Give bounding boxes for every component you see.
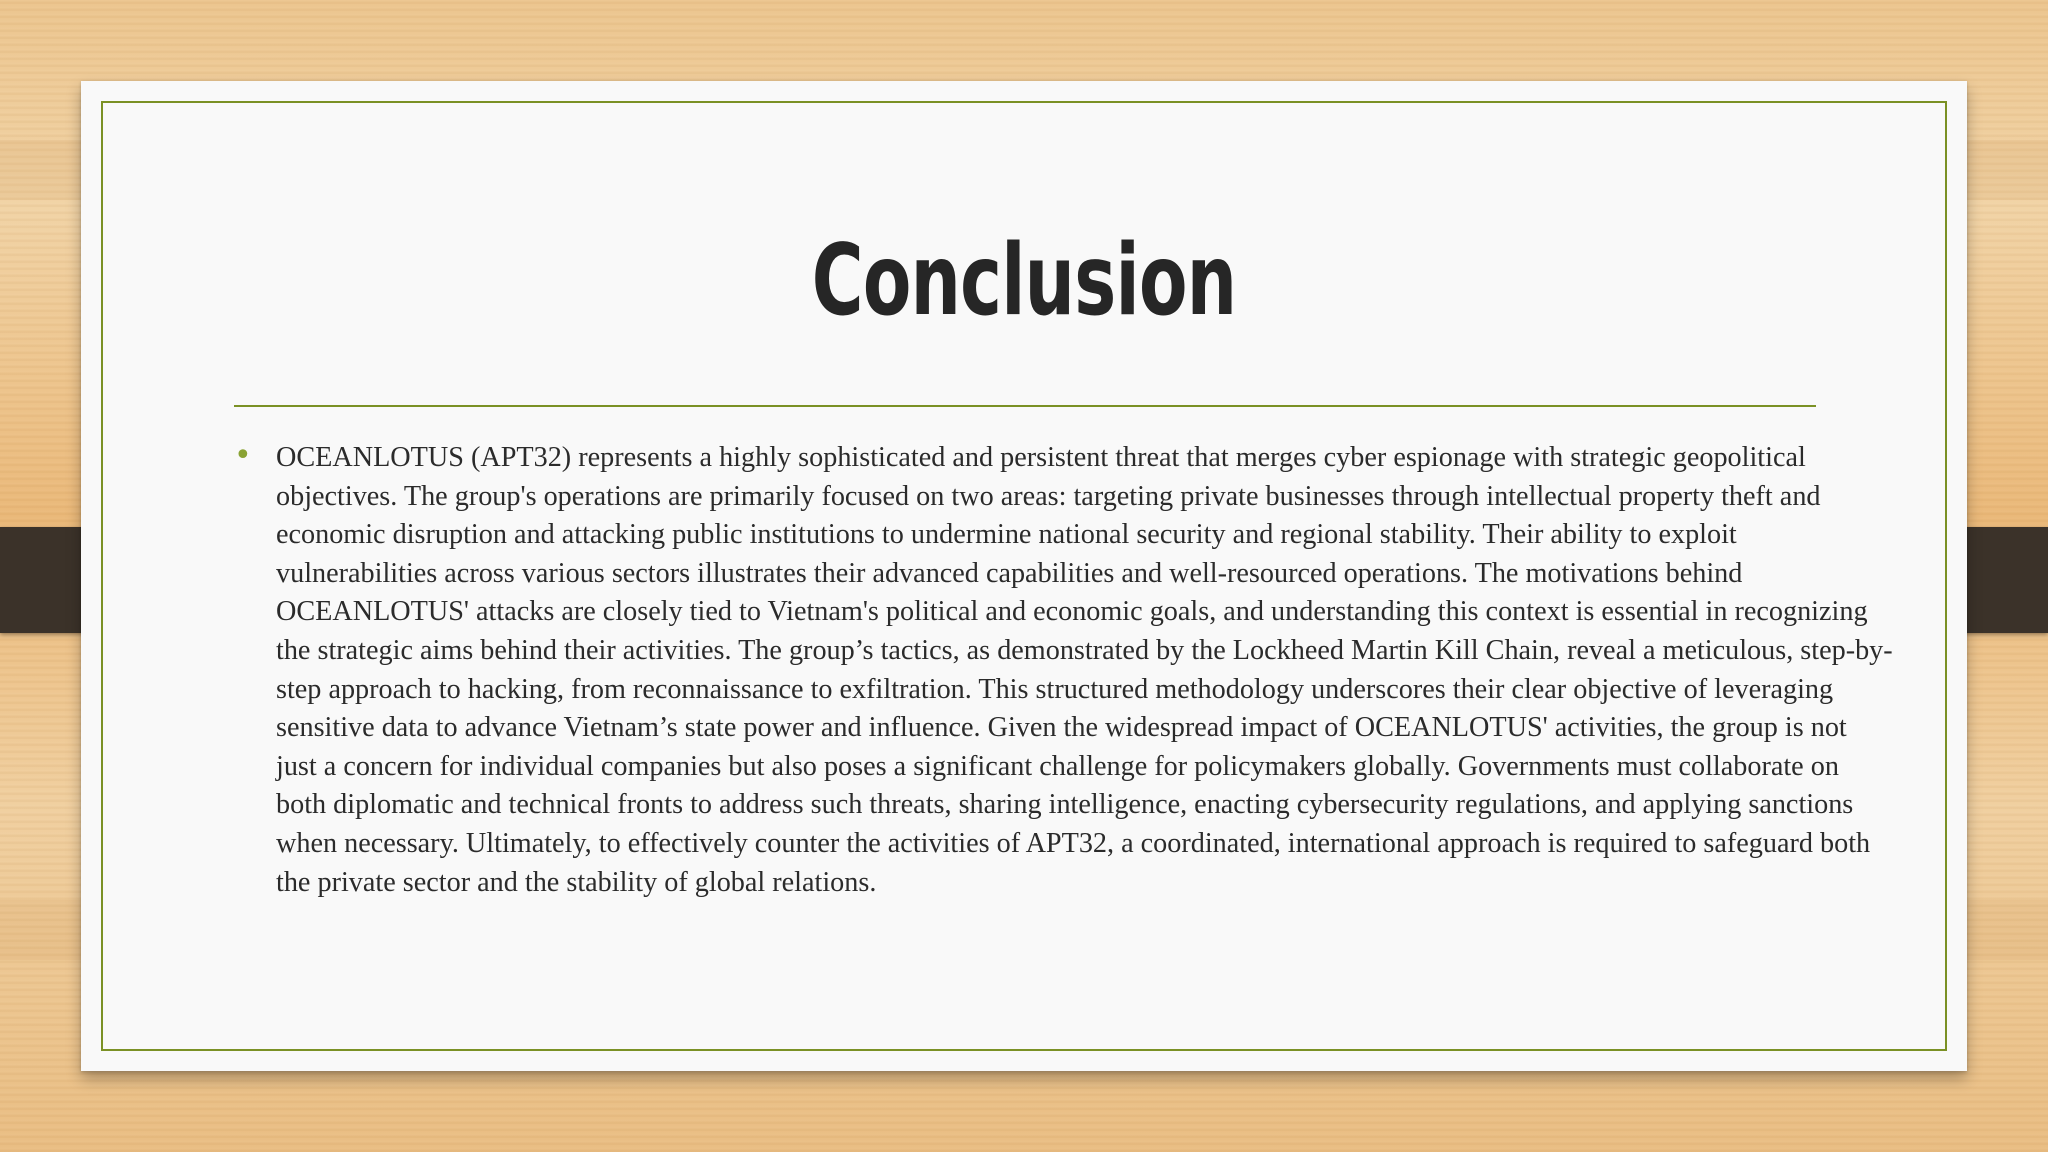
bullet-text: OCEANLOTUS (APT32) represents a highly sophisticated and persistent threat that merges cyber espionage with strategic geopolitical objectives. The group's operations are primarily focused on two areas: targeting private businesses through intellectual property theft and economic disruption and attacking public institutions to undermine national security and regional stability. Their ability to exploit vulnerabilities across various sectors illustrates their advanced capabilities and well-resourced operations. The motivations behind OCEANLOTUS' attacks are closely tied to Vietnam's political and economic goals, and understanding this context is essential in recognizing the strategic aims behind their activities. The group’s tactics, as demonstrated by the Lockheed Martin Kill Chain, reveal a meticulous, step-by-step approach to hacking, from reconnaissance to exfiltration. This structured methodology underscores their clear objective of leveraging sensitive data to advance Vietnam’s state power and influence. Given the widespread impact of OCEANLOTUS' activities, the group is not just a concern for individual companies but also poses a significant challenge for policymakers globally. Governments must collaborate on both diplomatic and technical fronts to address such threats, sharing intelligence, enacting cybersecurity regulations, and applying sanctions when necessary. Ultimately, to effectively counter the activities of APT32, a coordinated, international approach is required to safeguard both the private sector and the stability of global relations.	[276, 442, 1893, 898]
bullet-icon: •	[234, 438, 252, 473]
bullet-item	[234, 439, 1894, 902]
slide-paper	[81, 81, 1967, 1071]
title-divider	[234, 405, 1816, 407]
slide-body	[234, 439, 1894, 902]
slide-title: Conclusion	[811, 224, 1237, 338]
